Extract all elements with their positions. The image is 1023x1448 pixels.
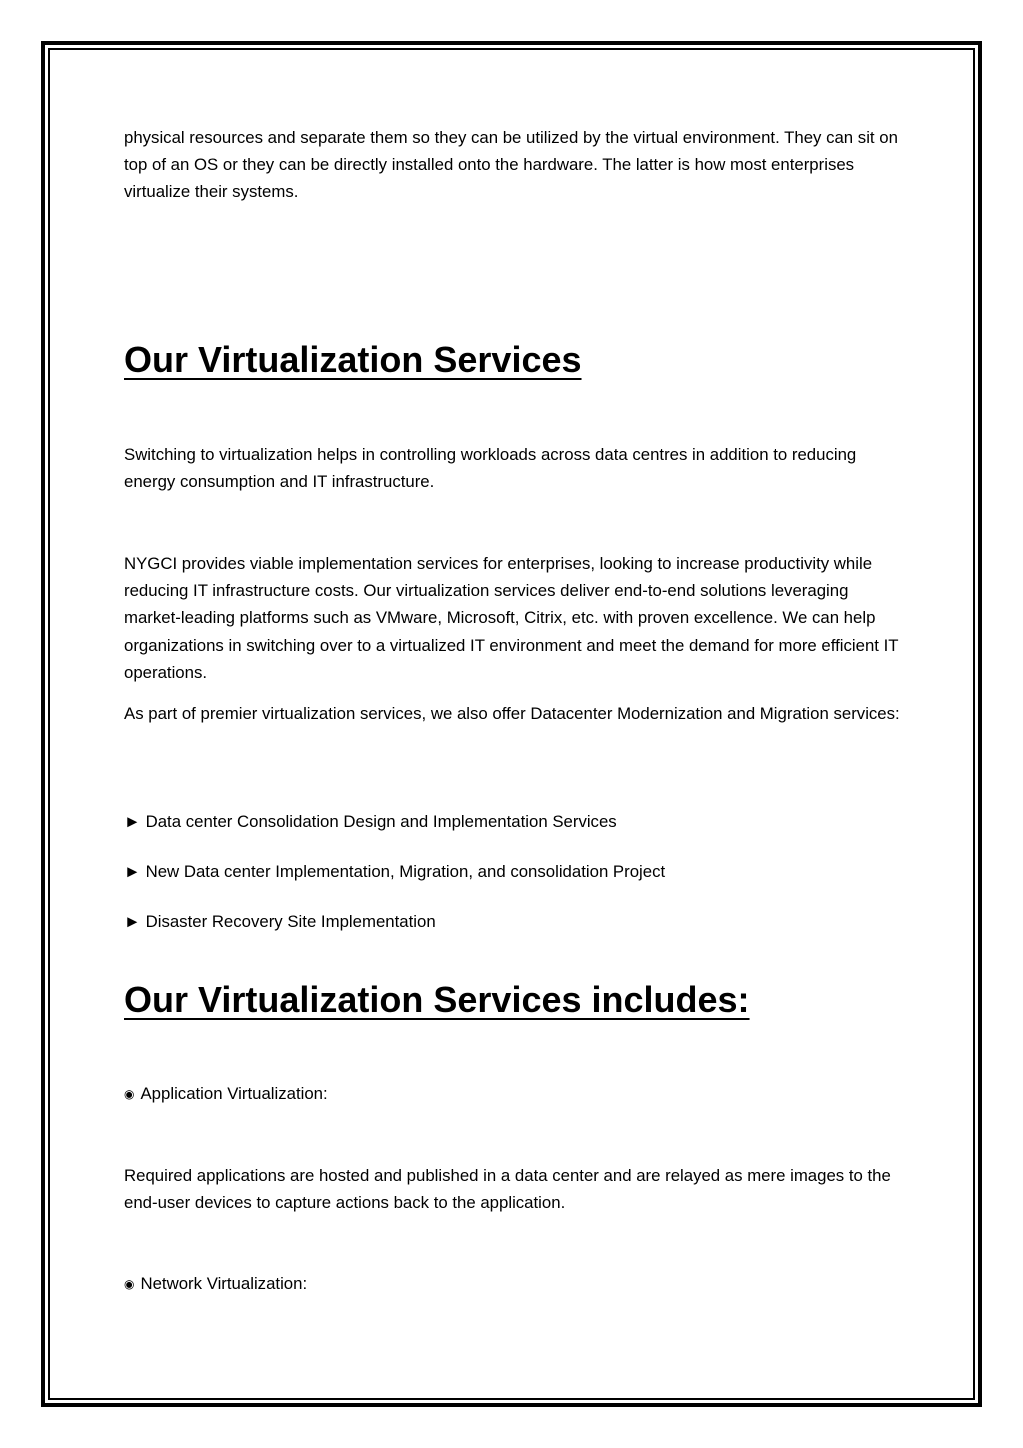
triangle-bullet-icon: ► xyxy=(124,862,141,881)
paragraph-application-virtualization: Required applications are hosted and published in a data center and are relayed as mere images to the end-user devices to capture actions back to the application. xyxy=(124,1166,891,1213)
circle-bullet-icon: ◉ xyxy=(124,1277,135,1291)
list-item-network-virtualization xyxy=(124,1272,307,1296)
section-heading-includes: Our Virtualization Services includes: xyxy=(124,979,750,1020)
bullet-item xyxy=(124,910,436,934)
triangle-bullet-icon: ► xyxy=(124,812,141,831)
item-title: Application Virtualization: xyxy=(140,1084,328,1103)
bullet-text: New Data center Implementation, Migration, and consolidation Project xyxy=(145,862,666,881)
bullet-item xyxy=(124,810,617,834)
triangle-bullet-icon: ► xyxy=(124,912,141,931)
paragraph-premier: As part of premier virtualization services, we also offer Datacenter Modernization and Migration services: xyxy=(124,704,900,723)
list-item-application-virtualization xyxy=(124,1082,328,1106)
bullet-text: Data center Consolidation Design and Implementation Services xyxy=(145,812,617,831)
item-title: Network Virtualization: xyxy=(140,1274,308,1293)
bullet-text: Disaster Recovery Site Implementation xyxy=(145,912,436,931)
paragraph-nygci: NYGCI provides viable implementation services for enterprises, looking to increase productivity while reducing IT infrastructure costs. Our virtualization services deliver end-to-end solutions leveraging market-leading platforms such as VMware, Microsoft, Citrix, etc. with proven excellence. We can help organizations in switching over to a virtualized IT environment and meet the demand for more efficient IT operations. xyxy=(124,554,899,682)
paragraph-switching: Switching to virtualization helps in controlling workloads across data centres in addition to reducing energy consumption and IT infrastructure. xyxy=(124,445,857,492)
bullet-item xyxy=(124,860,665,884)
intro-paragraph: physical resources and separate them so they can be utilized by the virtual environment. They can sit on top of an OS or they can be directly installed onto the hardware. The latter is how most enterprises virtualize their systems. xyxy=(124,128,898,202)
circle-bullet-icon: ◉ xyxy=(124,1087,135,1101)
section-heading-services: Our Virtualization Services xyxy=(124,339,582,380)
